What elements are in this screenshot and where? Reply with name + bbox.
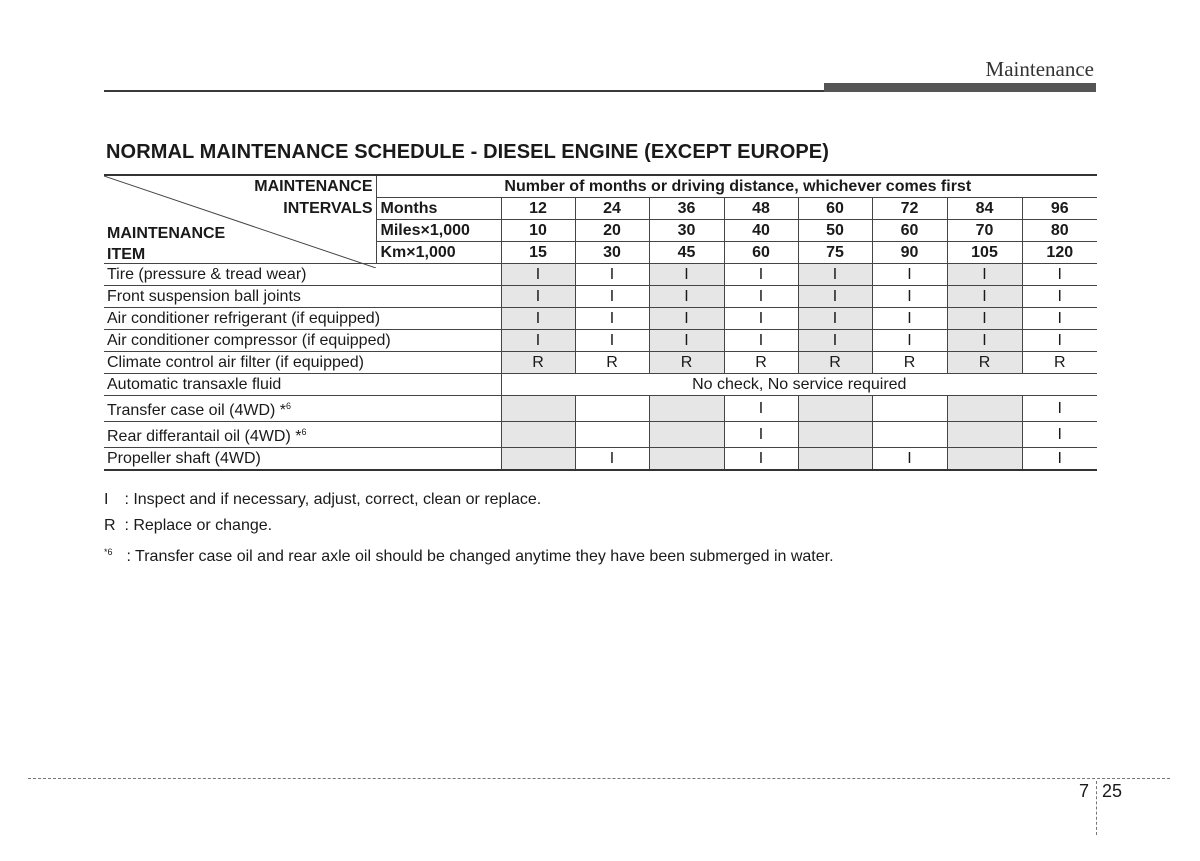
schedule-cell: I: [724, 330, 798, 352]
table-row: [104, 448, 1097, 471]
interval-value: 70: [947, 220, 1022, 242]
schedule-cell: I: [947, 308, 1022, 330]
interval-value: 120: [1022, 242, 1097, 264]
schedule-cell: I: [947, 330, 1022, 352]
schedule-cell: I: [724, 448, 798, 471]
item-name: Air conditioner refrigerant (if equipped): [104, 308, 501, 330]
item-name: Air conditioner compressor (if equipped): [104, 330, 501, 352]
interval-value: 40: [724, 220, 798, 242]
schedule-cell: I: [649, 264, 724, 286]
schedule-cell: I: [1022, 448, 1097, 471]
schedule-cell: I: [575, 286, 649, 308]
schedule-cell: I: [649, 308, 724, 330]
schedule-cell: I: [575, 448, 649, 471]
schedule-cell: [649, 396, 724, 422]
page-title: NORMAL MAINTENANCE SCHEDULE - DIESEL ENGINE (EXCEPT EUROPE): [106, 141, 829, 163]
schedule-cell: I: [1022, 286, 1097, 308]
interval-value: 20: [575, 220, 649, 242]
corner-label-maintenance: MAINTENANCE: [254, 178, 373, 195]
footer-rule: [28, 778, 1170, 779]
schedule-cell: I: [872, 330, 947, 352]
interval-label: Miles×1,000: [376, 220, 501, 242]
item-name: Climate control air filter (if equipped): [104, 352, 501, 374]
schedule-cell: [649, 448, 724, 471]
interval-value: 10: [501, 220, 575, 242]
interval-value: 30: [649, 220, 724, 242]
interval-value: 15: [501, 242, 575, 264]
schedule-cell: I: [575, 264, 649, 286]
interval-value: 96: [1022, 198, 1097, 220]
schedule-cell: I: [798, 264, 872, 286]
schedule-cell: I: [1022, 308, 1097, 330]
legend-text: : Transfer case oil and rear axle oil should be changed anytime they have been submerged in water.: [122, 548, 834, 565]
schedule-cell: I: [1022, 264, 1097, 286]
interval-value: 45: [649, 242, 724, 264]
footnote-marker: 6: [301, 427, 307, 437]
schedule-cell: I: [649, 286, 724, 308]
schedule-cell: I: [724, 396, 798, 422]
schedule-cell: I: [724, 422, 798, 448]
schedule-cell: I: [724, 308, 798, 330]
schedule-cell: I: [501, 264, 575, 286]
chapter-number: 7: [1079, 781, 1090, 801]
footnote-marker: 6: [286, 401, 292, 411]
legend-text: : Inspect and if necessary, adjust, correct, clean or replace.: [120, 491, 542, 508]
schedule-cell: [798, 448, 872, 471]
interval-label: Months: [376, 198, 501, 220]
page-number: 25: [1102, 781, 1123, 801]
schedule-cell: I: [575, 308, 649, 330]
schedule-cell: I: [501, 308, 575, 330]
schedule-cell: I: [872, 448, 947, 471]
schedule-cell: I: [872, 286, 947, 308]
interval-value: 84: [947, 198, 1022, 220]
item-name: Transfer case oil (4WD) *$^6$: [104, 396, 501, 422]
item-name: Propeller shaft (4WD): [104, 448, 501, 471]
header-rule-accent: [824, 83, 1096, 92]
table-row: [104, 374, 1097, 396]
table-row: [104, 352, 1097, 374]
schedule-cell: I: [501, 286, 575, 308]
schedule-cell: R: [872, 352, 947, 374]
footer-divider: [1096, 781, 1097, 835]
footnote-marker: *6: [104, 547, 113, 557]
schedule-cell: R: [724, 352, 798, 374]
item-name: Automatic transaxle fluid: [104, 374, 501, 396]
schedule-cell: R: [575, 352, 649, 374]
interval-value: 36: [649, 198, 724, 220]
interval-value: 60: [798, 198, 872, 220]
schedule-cell: [575, 396, 649, 422]
legend-note: [104, 515, 834, 541]
schedule-cell: R: [501, 352, 575, 374]
interval-value: 50: [798, 220, 872, 242]
legend-notes: [104, 489, 834, 567]
interval-value: 75: [798, 242, 872, 264]
schedule-cell: I: [724, 264, 798, 286]
schedule-cell: [798, 422, 872, 448]
schedule-cell: I: [947, 264, 1022, 286]
schedule-cell: [872, 422, 947, 448]
item-name: Front suspension ball joints: [104, 286, 501, 308]
schedule-cell: R: [798, 352, 872, 374]
legend-key: [104, 541, 122, 568]
interval-value: 60: [724, 242, 798, 264]
table-row: [104, 330, 1097, 352]
schedule-cell: I: [1022, 422, 1097, 448]
schedule-cell: I: [1022, 396, 1097, 422]
schedule-cell: I: [501, 330, 575, 352]
schedule-cell: R: [1022, 352, 1097, 374]
schedule-cell: [575, 422, 649, 448]
schedule-cell: R: [947, 352, 1022, 374]
span-cell: No check, No service required: [501, 374, 1097, 396]
interval-value: 12: [501, 198, 575, 220]
schedule-cell: [501, 422, 575, 448]
item-name: Rear differantail oil (4WD) *$^6$: [104, 422, 501, 448]
interval-value: 30: [575, 242, 649, 264]
legend-text: : Replace or change.: [120, 517, 273, 534]
schedule-cell: [947, 396, 1022, 422]
schedule-cell: I: [872, 264, 947, 286]
interval-value: 48: [724, 198, 798, 220]
legend-note: [104, 489, 834, 515]
schedule-cell: I: [1022, 330, 1097, 352]
schedule-cell: [501, 396, 575, 422]
item-name: Tire (pressure & tread wear): [104, 264, 501, 286]
schedule-cell: I: [798, 286, 872, 308]
schedule-cell: I: [798, 308, 872, 330]
legend-key: R: [104, 517, 116, 534]
schedule-cell: I: [947, 286, 1022, 308]
interval-value: 72: [872, 198, 947, 220]
legend-note: [104, 541, 834, 567]
schedule-cell: I: [798, 330, 872, 352]
schedule-cell: [798, 396, 872, 422]
table-row: [104, 286, 1097, 308]
corner-label-intervals: INTERVALS: [283, 200, 373, 217]
corner-label-item: MAINTENANCE ITEM: [107, 225, 226, 263]
interval-label: Km×1,000: [376, 242, 501, 264]
table-caption: Number of months or driving distance, whichever comes first: [376, 175, 1097, 198]
schedule-cell: I: [649, 330, 724, 352]
interval-value: 90: [872, 242, 947, 264]
interval-value: 80: [1022, 220, 1097, 242]
schedule-cell: [501, 448, 575, 471]
interval-value: 60: [872, 220, 947, 242]
schedule-cell: [947, 422, 1022, 448]
table-row: [104, 396, 1097, 422]
maintenance-schedule-table: [104, 174, 1097, 471]
schedule-cell: I: [575, 330, 649, 352]
table-row: [104, 308, 1097, 330]
section-title: Maintenance: [985, 57, 1094, 81]
table-row: [104, 422, 1097, 448]
schedule-cell: [872, 396, 947, 422]
schedule-cell: [649, 422, 724, 448]
interval-value: 24: [575, 198, 649, 220]
header-rule: [104, 90, 824, 92]
schedule-cell: I: [724, 286, 798, 308]
schedule-cell: R: [649, 352, 724, 374]
schedule-cell: [947, 448, 1022, 471]
table-caption-row: [104, 175, 1097, 198]
schedule-cell: I: [872, 308, 947, 330]
legend-key: I: [104, 491, 109, 508]
table-corner-header: [104, 175, 376, 264]
interval-value: 105: [947, 242, 1022, 264]
